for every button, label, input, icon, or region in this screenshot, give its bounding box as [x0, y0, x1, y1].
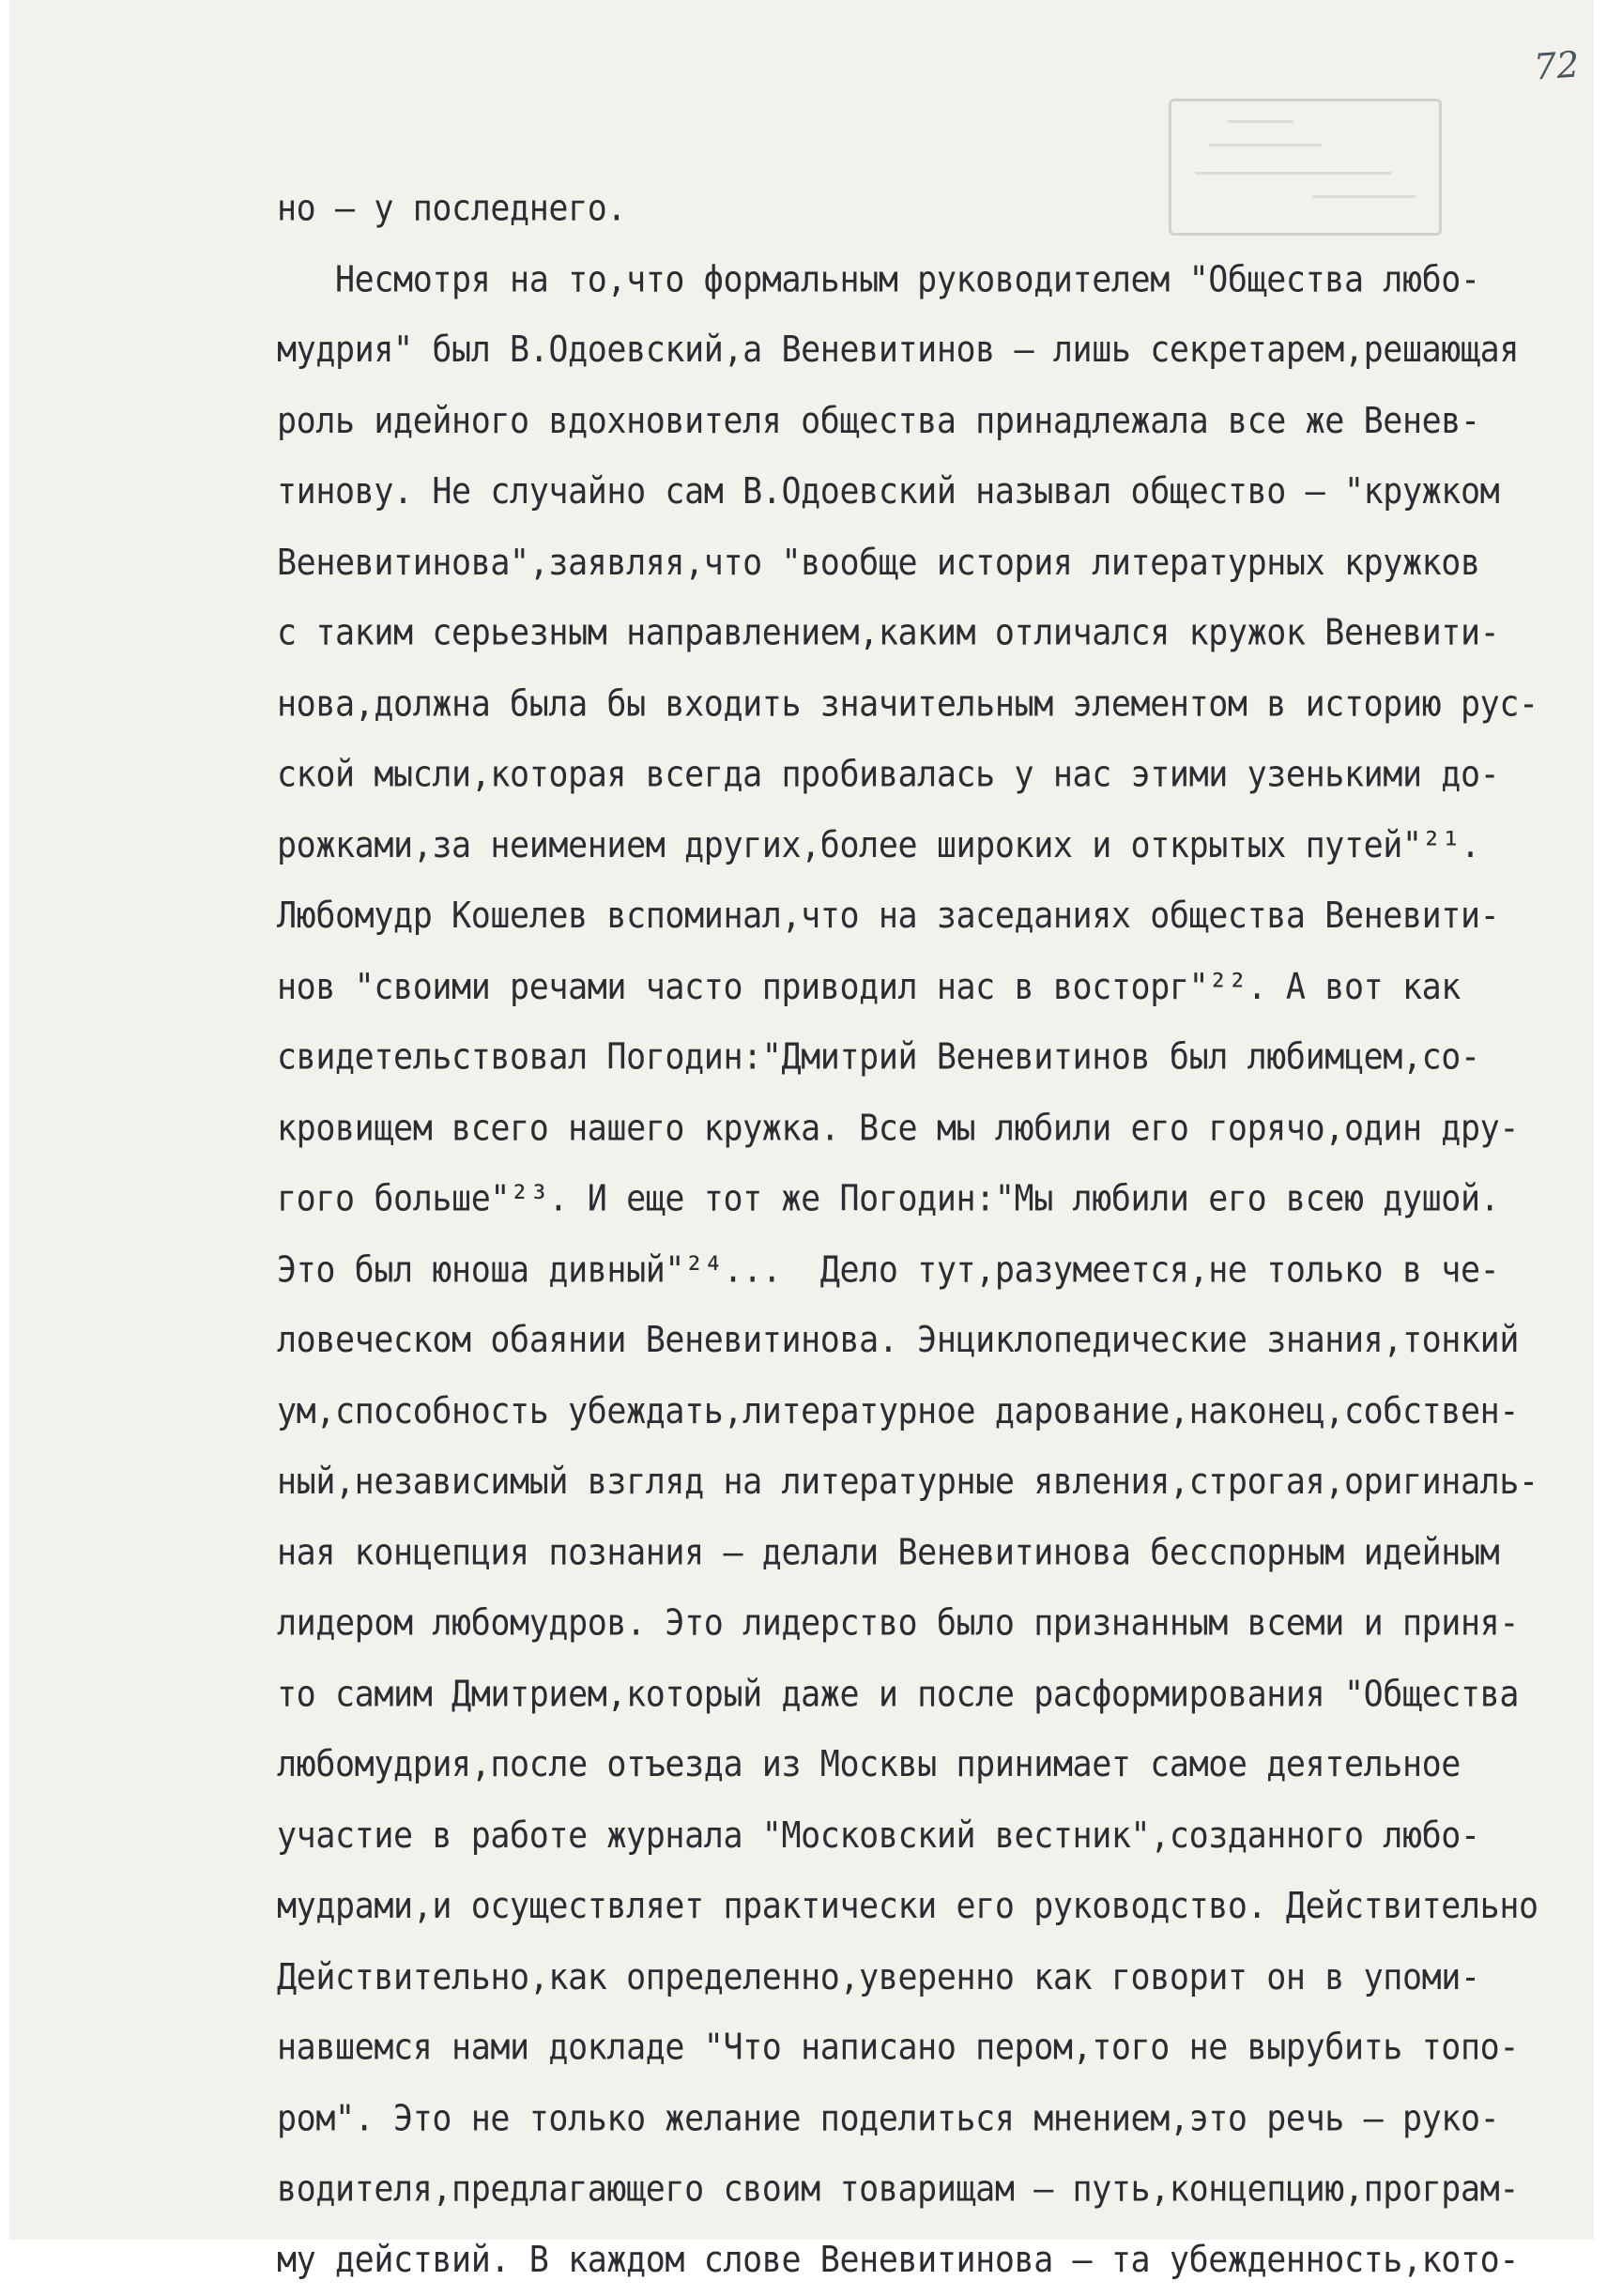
text-line: водителя,предлагающего своим товарищам – путь,концепцию,програм- [277, 2168, 1519, 2211]
text-line: гого больше"²³. И еще тот же Погодин:"Мы любили его всею душой. [277, 1178, 1500, 1220]
text-line: нов "своими речами часто приводил нас в восторг"²². А вот как [277, 966, 1461, 1008]
text-line: рожками,за неимением других,более широких и открытых путей"²¹. [277, 824, 1480, 866]
text-line: ской мысли,которая всегда пробивалась у нас этими узенькими до- [277, 754, 1500, 796]
text-line: любомудрия,после отъезда из Москвы принимает самое деятельное [277, 1744, 1461, 1786]
text-line: лидером любомудров. Это лидерство было признанным всеми и приня- [277, 1602, 1519, 1645]
text-line: Веневитинова",заявляя,что "вообще история литературных кружков [277, 542, 1480, 584]
text-line: роль идейного вдохновителя общества принадлежала все же Венев- [277, 400, 1480, 442]
text-line: нова,должна была бы входить значительным элементом в историю рус- [277, 682, 1538, 725]
text-line: Это был юноша дивный"²⁴... Дело тут,разумеется,не только в че- [277, 1248, 1500, 1291]
text-line: ром". Это не только желание поделиться мнением,это речь – руко- [277, 2097, 1500, 2139]
page-number: 72 [1532, 43, 1581, 88]
text-line: участие в работе журнала "Московский вестник",созданного любо- [277, 1814, 1480, 1857]
text-line: ум,способность убеждать,литературное дарование,наконец,собствен- [277, 1390, 1519, 1432]
text-line: с таким серьезным направлением,каким отличался кружок Веневити- [277, 612, 1500, 654]
text-line: мудрами,и осуществляет практически его руководство. Действительно [277, 1885, 1538, 1927]
text-line: навшемся нами докладе "Что написано пером,того не вырубить топо- [277, 2027, 1519, 2069]
text-line: свидетельствовал Погодин:"Дмитрий Веневитинов был любимцем,со- [277, 1036, 1480, 1079]
text-line: Действительно,как определенно,уверенно как говорит он в упоми- [277, 1956, 1480, 1998]
text-line: ный,независимый взгляд на литературные явления,строгая,оригиналь- [277, 1461, 1538, 1503]
text-line: кровищем всего нашего кружка. Все мы любили его горячо,один дру- [277, 1107, 1519, 1149]
text-line: тинову. Не случайно сам В.Одоевский называл общество – "кружком [277, 470, 1500, 513]
text-line: ловеческом обаянии Веневитинова. Энциклопедические знания,тонкий [277, 1320, 1519, 1361]
text-line: му действий. В каждом слове Веневитинова – та убежденность,кото- [277, 2239, 1519, 2281]
text-line: то самим Дмитрием,который даже и после расформирования "Общества [277, 1673, 1519, 1715]
typewritten-text [277, 174, 1553, 2296]
text-line: Любомудр Кошелев вспоминал,что на заседаниях общества Веневити- [277, 895, 1500, 937]
text-line: ная концепция познания – делали Веневитинова бесспорным идейным [277, 1532, 1500, 1574]
text-line: мудрия" был В.Одоевский,а Веневитинов – лишь секретарем,решающая [277, 329, 1519, 372]
text-line: Несмотря на то,что формальным руководителем "Общества любо- [277, 258, 1480, 300]
text-line: но – у последнего. [277, 188, 627, 230]
